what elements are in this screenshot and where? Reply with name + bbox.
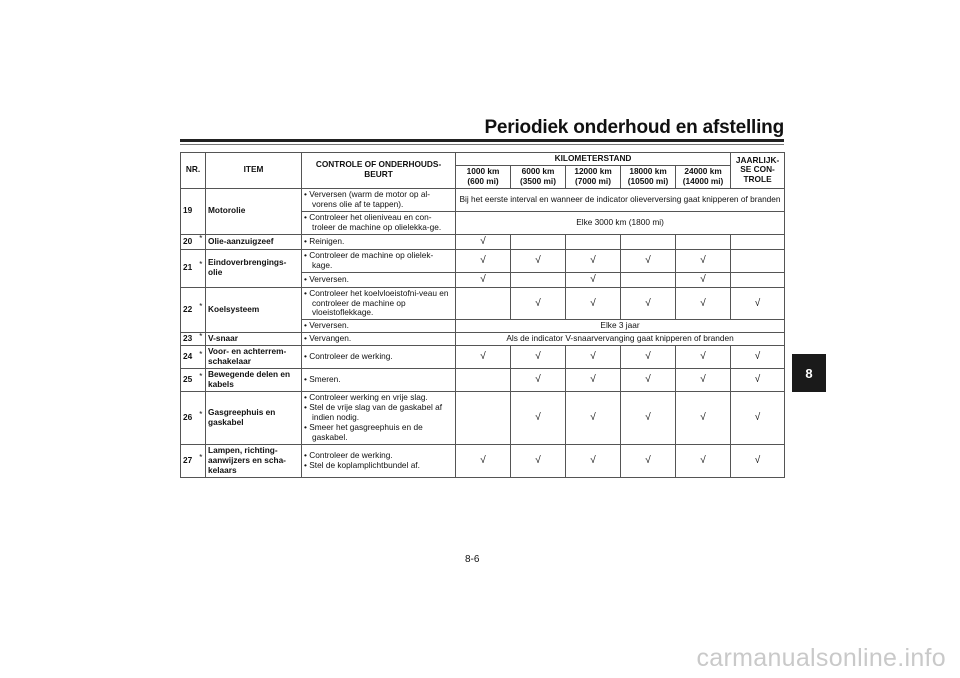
table-row: 25 * Bewegende delen en kabels • Smeren. √ √ √ √ √ xyxy=(181,369,785,392)
check-mark: √ xyxy=(676,249,731,272)
header-item: ITEM xyxy=(206,153,302,189)
header-control: CONTROLE OF ONDERHOUDS-BEURT xyxy=(302,153,456,189)
table-row: 26 * Gasgreephuis en gaskabel • Controleer werking en vrije slag. • Stel de vrije slag van de gaskabel af indien nodig. • Smeer het gasgreephuis en de gaskabel. √ √ √ √ √ xyxy=(181,392,785,445)
check-mark: √ xyxy=(566,392,621,445)
check-mark: √ xyxy=(676,369,731,392)
check-mark: √ xyxy=(621,369,676,392)
header-km-group: KILOMETERSTAND xyxy=(456,153,731,166)
check-mark: √ xyxy=(566,287,621,320)
check-mark: √ xyxy=(621,346,676,369)
table-header-row xyxy=(181,153,785,166)
check-mark: √ xyxy=(456,444,511,477)
table-row: 22 * Koelsysteem • Controleer het koelvloeistofni-veau en controleer de machine op vloeistoflekkage. √ √ √ √ √ xyxy=(181,287,785,320)
check-mark: √ xyxy=(676,444,731,477)
header-km-1: 1000 km (600 mi) xyxy=(456,165,511,188)
header-km-4: 18000 km (10500 mi) xyxy=(621,165,676,188)
page-title: Periodiek onderhoud en afstelling xyxy=(484,117,784,138)
check-mark: √ xyxy=(566,444,621,477)
table-row: 23 * V-snaar • Vervangen. Als de indicator V-snaarvervanging gaat knipperen of branden xyxy=(181,333,785,346)
check-mark: √ xyxy=(621,287,676,320)
check-mark: √ xyxy=(621,392,676,445)
chapter-tab: 8 xyxy=(792,354,826,392)
check-mark: √ xyxy=(511,444,566,477)
table-row: • Verversen. √ √ √ xyxy=(181,272,785,287)
watermark: carmanualsonline.info xyxy=(696,644,946,672)
table-row: 20 * Olie-aanzuigzeef • Reinigen. √ xyxy=(181,234,785,249)
check-mark: √ xyxy=(511,392,566,445)
title-rule-thin xyxy=(180,144,784,145)
table-row: 21 * Eindoverbrengings-olie • Controleer de machine op olielek-kage. √ √ √ √ √ xyxy=(181,249,785,272)
check-mark: √ xyxy=(676,392,731,445)
check-mark: √ xyxy=(566,249,621,272)
header-annual: JAARLIJK-SE CON-TROLE xyxy=(731,153,785,189)
page-number: 8-6 xyxy=(465,554,480,565)
check-mark: √ xyxy=(456,249,511,272)
check-mark: √ xyxy=(566,272,621,287)
header-nr: NR. xyxy=(181,153,206,189)
check-mark: √ xyxy=(621,444,676,477)
check-mark: √ xyxy=(511,249,566,272)
check-mark: √ xyxy=(621,249,676,272)
title-rule xyxy=(180,139,784,142)
check-mark: √ xyxy=(566,369,621,392)
check-mark: √ xyxy=(731,287,785,320)
check-mark: √ xyxy=(731,444,785,477)
table-row: • Verversen. Elke 3 jaar xyxy=(181,320,785,333)
header-km-5: 24000 km (14000 mi) xyxy=(676,165,731,188)
check-mark: √ xyxy=(731,392,785,445)
table-row: 24 * Voor- en achterrem-schakelaar • Controleer de werking. √ √ √ √ √ √ xyxy=(181,346,785,369)
check-mark: √ xyxy=(456,272,511,287)
check-mark: √ xyxy=(676,287,731,320)
check-mark: √ xyxy=(511,287,566,320)
check-mark: √ xyxy=(511,369,566,392)
table-row: 19 Motorolie • Verversen (warm de motor op al-vorens olie af te tappen). Bij het eerste interval en wanneer de indicator olieverversing gaat knipperen of branden xyxy=(181,188,785,211)
check-mark: √ xyxy=(676,272,731,287)
header-km-2: 6000 km (3500 mi) xyxy=(511,165,566,188)
maintenance-table xyxy=(180,152,785,478)
check-mark: √ xyxy=(456,346,511,369)
header-km-3: 12000 km (7000 mi) xyxy=(566,165,621,188)
check-mark: √ xyxy=(731,346,785,369)
table-row: 27 * Lampen, richting-aanwijzers en scha-kelaars • Controleer de werking. • Stel de koplamplichtbundel af. √ √ √ √ √ √ xyxy=(181,444,785,477)
check-mark: √ xyxy=(456,234,511,249)
check-mark: √ xyxy=(511,346,566,369)
table-row: • Controleer het olieniveau en con-troleer de machine op olielekka-ge. Elke 3000 km (1800 mi) xyxy=(181,211,785,234)
check-mark: √ xyxy=(676,346,731,369)
check-mark: √ xyxy=(566,346,621,369)
check-mark: √ xyxy=(731,369,785,392)
